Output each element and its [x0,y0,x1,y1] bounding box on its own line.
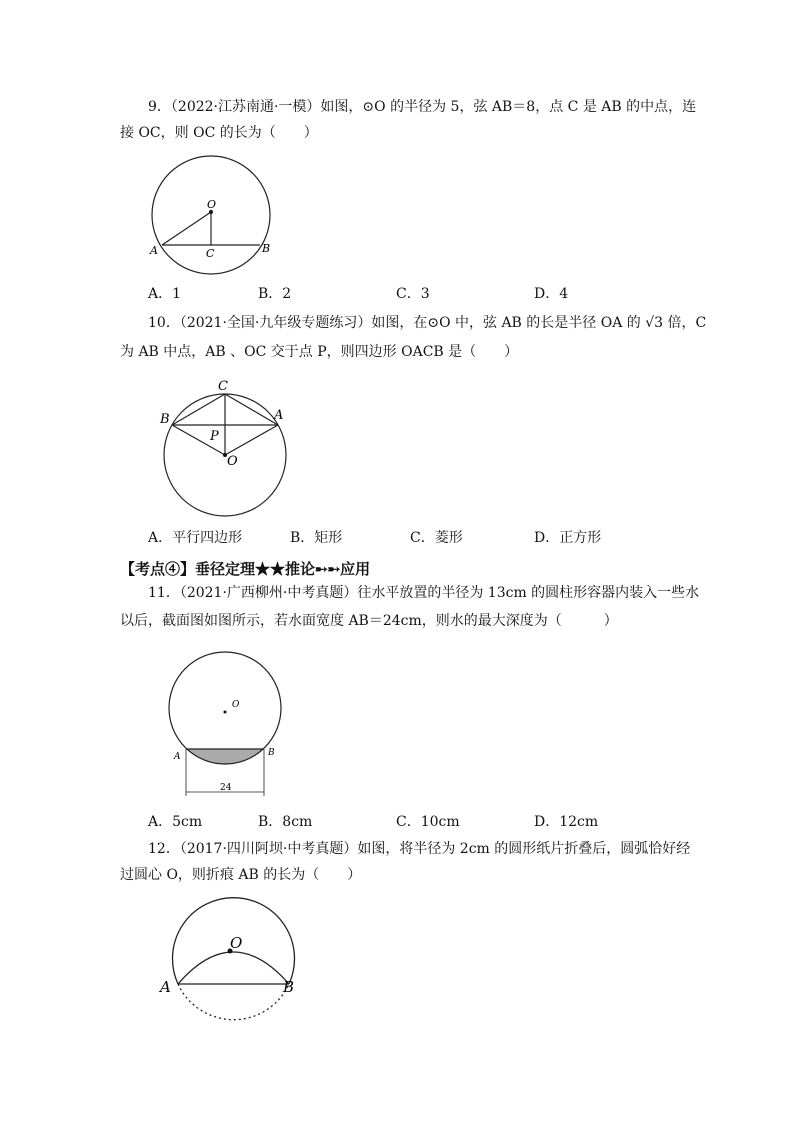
q9-label-b: B [262,242,271,255]
q9-label-c: C [206,247,215,260]
q9-option-a[interactable]: A．1 [148,286,182,302]
q10-figure [160,378,300,518]
q10-stem-line1: 10．（2021·全国·九年级专题练习）如图，在⊙O 中，弦 AB 的长是半径 OA 的 √3 倍，C [148,315,707,331]
q12-label-b: B [283,978,295,996]
q12-stem-line2: 过圆心 O，则折痕 AB 的长为（ ） [120,867,362,883]
q10-option-b[interactable]: B．矩形 [290,530,343,546]
section-heading: 【考点④】垂径定理★★推论➸➸应用 [120,560,371,578]
q9-figure [145,158,285,278]
q9-option-c[interactable]: C．3 [396,286,430,302]
q9-option-d[interactable]: D．4 [534,286,569,302]
q10-option-c[interactable]: C．菱形 [410,530,463,546]
q12-dotted-arc [178,984,289,1020]
q10-label-o: O [227,454,238,469]
q11-circle [169,652,281,764]
q12-figure [155,892,305,1022]
q9-option-b[interactable]: B．2 [258,286,292,302]
q10-label-c: C [218,379,228,394]
q10-segment-ca [225,394,278,425]
q11-option-c[interactable]: C．10cm [396,814,460,830]
q11-option-d[interactable]: D．12cm [534,814,599,830]
q10-segment-oa [225,425,278,455]
q10-label-p: P [210,429,219,444]
q10-label-a: A [274,408,284,423]
q10-option-d[interactable]: D．正方形 [534,530,602,546]
q10-option-a[interactable]: A．平行四边形 [148,530,243,546]
q10-stem-line2: 为 AB 中点，AB 、OC 交于点 P，则四边形 OACB 是（ ） [120,344,519,360]
q9-segment-oa [162,212,211,245]
q12-stem-line1: 12．（2017·四川阿坝·中考真题）如图，将半径为 2cm 的圆形纸片折叠后，圆弧恰好经 [148,841,691,857]
q10-segment-cb [172,394,225,425]
q11-option-a[interactable]: A．5cm [148,814,203,830]
q12-folded-arc [178,952,289,984]
q12-label-a: A [160,978,171,996]
q11-label-width: 24 [220,783,232,793]
q11-label-b: B [268,748,275,758]
q10-label-b: B [160,412,170,427]
q9-stem-line2: 接 OC，则 OC 的长为（ ） [120,125,318,141]
q11-center-dot [224,711,227,714]
q11-option-b[interactable]: B．8cm [258,814,313,830]
q11-label-a: A [174,752,181,762]
q11-stem-line1: 11．（2021·广西柳州·中考真题）往水平放置的半径为 13cm 的圆柱形容器内装入一些水 [148,585,700,601]
q11-label-o: O [232,700,240,710]
q11-figure [168,640,288,800]
q9-stem-line1: 9．（2022·江苏南通·一模）如图，⊙O 的半径为 5，弦 AB＝8，点 C 是 AB 的中点，连 [148,99,697,115]
q12-label-o: O [230,934,243,952]
q9-label-o: O [207,198,217,211]
q11-stem-line2: 以后，截面图如图所示，若水面宽度 AB＝24cm，则水的最大深度为（ ） [120,613,618,629]
q9-label-a: A [150,244,158,257]
